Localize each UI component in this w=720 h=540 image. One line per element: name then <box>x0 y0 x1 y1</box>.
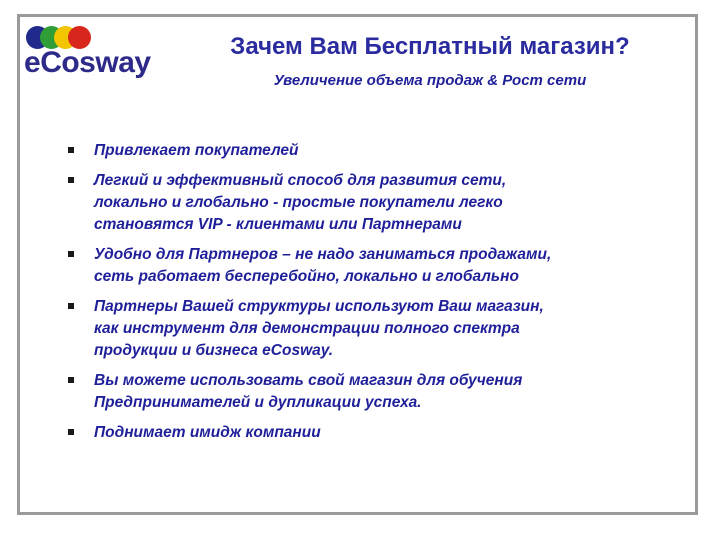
logo-wordmark-prefix: e <box>24 46 41 79</box>
square-bullet-icon <box>68 303 74 309</box>
square-bullet-icon <box>68 177 74 183</box>
bullet-text-line: Удобно для Партнеров – не надо заниматься продажами, <box>94 246 552 263</box>
bullet-text-line: Привлекает покупателей <box>94 142 299 159</box>
bullet-text-line: Вы можете использовать свой магазин для обучения <box>94 372 523 389</box>
bullet-item <box>62 422 662 444</box>
bullet-item <box>62 296 662 362</box>
bullet-list <box>62 140 662 452</box>
bullet-text-line: становятся VIP - клиентами или Партнерами <box>94 216 462 233</box>
bullet-item <box>62 244 662 288</box>
bullet-item <box>62 170 662 236</box>
bullet-item <box>62 370 662 414</box>
square-bullet-icon <box>68 377 74 383</box>
square-bullet-icon <box>68 251 74 257</box>
bullet-text-line: локально и глобально - простые покупатели легко <box>94 194 503 211</box>
bullet-text-line: как инструмент для демонстрации полного спектра <box>94 320 520 337</box>
logo-wordmark <box>24 46 151 80</box>
page-title: Зачем Вам Бесплатный магазин? <box>230 33 630 60</box>
bullet-text-line: Легкий и эффективный способ для развития сети, <box>94 172 507 189</box>
bullet-text-line: Поднимает имидж компании <box>94 424 321 441</box>
bullet-text-line: сеть работает бесперебойно, локально и глобально <box>94 268 519 285</box>
square-bullet-icon <box>68 429 74 435</box>
bullet-item <box>62 140 662 162</box>
bullet-text-line: продукции и бизнеса eCosway. <box>94 342 334 359</box>
square-bullet-icon <box>68 147 74 153</box>
page-subtitle: Увеличение объема продаж & Рост сети <box>273 72 587 89</box>
ecosway-logo <box>24 26 154 86</box>
bullet-text-line: Предпринимателей и дупликации успеха. <box>94 394 422 411</box>
bullet-text-line: Партнеры Вашей структуры используют Ваш магазин, <box>94 298 544 315</box>
logo-wordmark-main: Cosway <box>40 46 151 79</box>
